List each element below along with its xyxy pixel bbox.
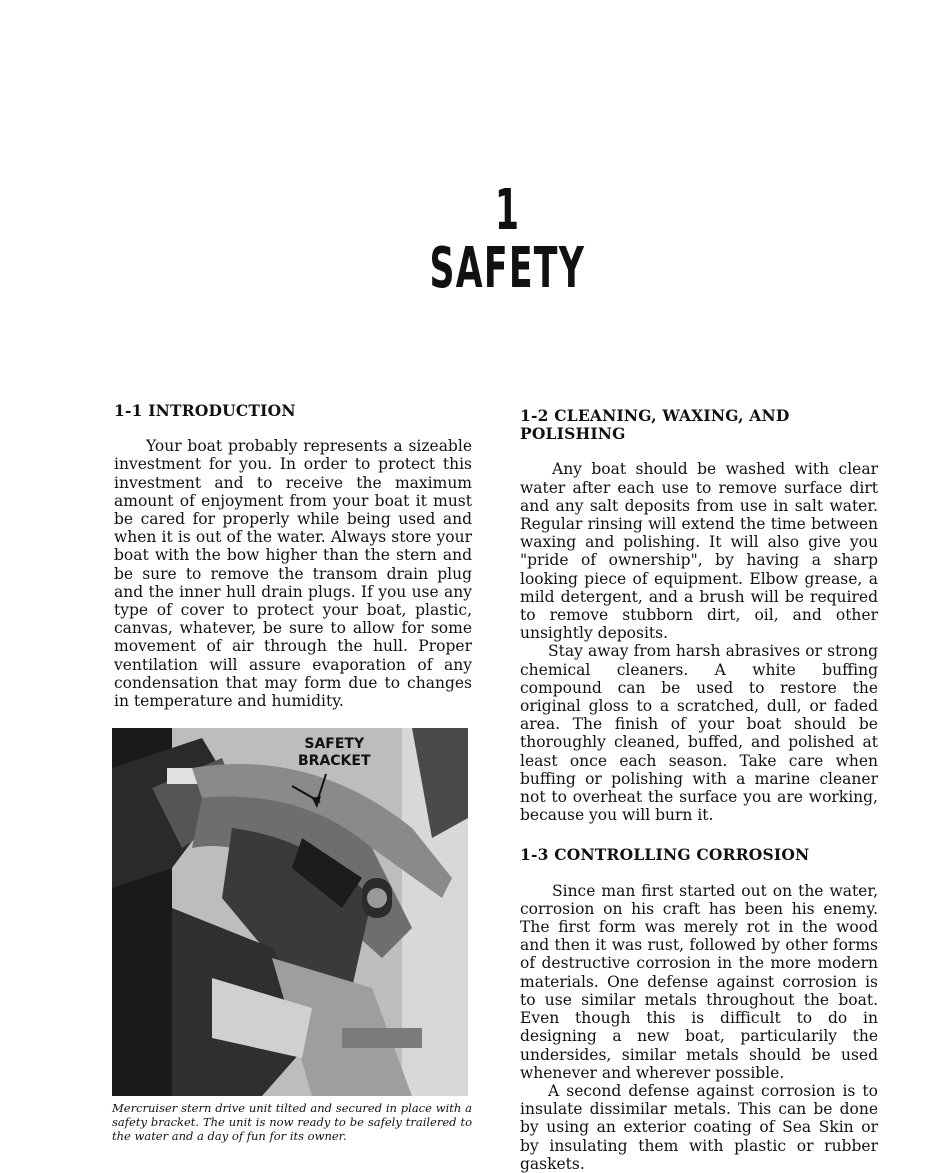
figure-caption: Mercruiser stern drive unit tilted and secured in place with a safety bracket. The unit is now ready to be safely trailered to the water and a day of fun for its owner. [112,1101,472,1143]
section-heading-corrosion: 1-3 CONTROLLING CORROSION [520,845,810,865]
paragraph: Any boat should be washed with clear water after each use to remove surface dirt and any salt deposits from use in salt water. Regular rinsing will extend the time between waxing and polishing. It will also give you "pride of ownership", by having a sharp looking piece of equipment. Elbow grease, a mild detergent, and a brush will be required to remove stubborn dirt, oil, and other unsightly deposits. [520,460,878,643]
right-column [520,407,878,1173]
paragraph: Your boat probably represents a sizeable investment for you. In order to protect this investment and to receive the maximum amount of enjoyment from your boat it must be cared for properly while being used and when it is out of the water. Always store your boat with the bow higher than the stern and be sure to remove the transom drain plug and the inner hull drain plugs. If you use any type of cover to protect your boat, plastic, canvas, whatever, be sure to allow for some movement of air through the hull. Proper ventilation will assure evaporation of any condensation that may form due to changes in temperature and humidity. [114,437,472,711]
safety-bracket-label [298,736,371,770]
paragraph: Since man first started out on the water, corrosion on his craft has been his enemy. The first form was merely rot in the wood and then it was rust, followed by other forms of destructive corrosion in the more modern materials. One defense against corrosion is to use similar metals throughout the boat. Even though this is difficult to do in designing a new boat, particularily the undersides, similar metals should be used whenever and wherever possible. [520,881,878,1082]
photo-illustration [112,728,468,1096]
paragraph: A second defense against corrosion is to insulate dissimilar metals. This can be done by using an exterior coating of Sea Skin or by insulating them with plastic or rubber gaskets. [520,1081,878,1173]
paragraph: Stay away from harsh abrasives or strong chemical cleaners. A white buffing compound can be used to restore the original gloss to a scratched, dull, or faded area. The finish of your boat should be thoroughly cleaned, buffed, and polished at least once each season. Take care when buffing or polishing with a marine cleaner not to overheat the surface you are working, because you will burn it. [520,642,878,825]
chapter-title: SAFETY [429,236,586,301]
label-line-1: SAFETY [304,736,365,752]
section-heading-introduction: 1-1 INTRODUCTION [114,401,296,420]
chapter-number: 1 [494,178,520,243]
label-line-2: BRACKET [298,753,371,769]
section-heading-cleaning: 1-2 CLEANING, WAXING, AND POLISHING [520,406,790,444]
stern-drive-photo [112,728,468,1096]
left-column [114,402,472,710]
